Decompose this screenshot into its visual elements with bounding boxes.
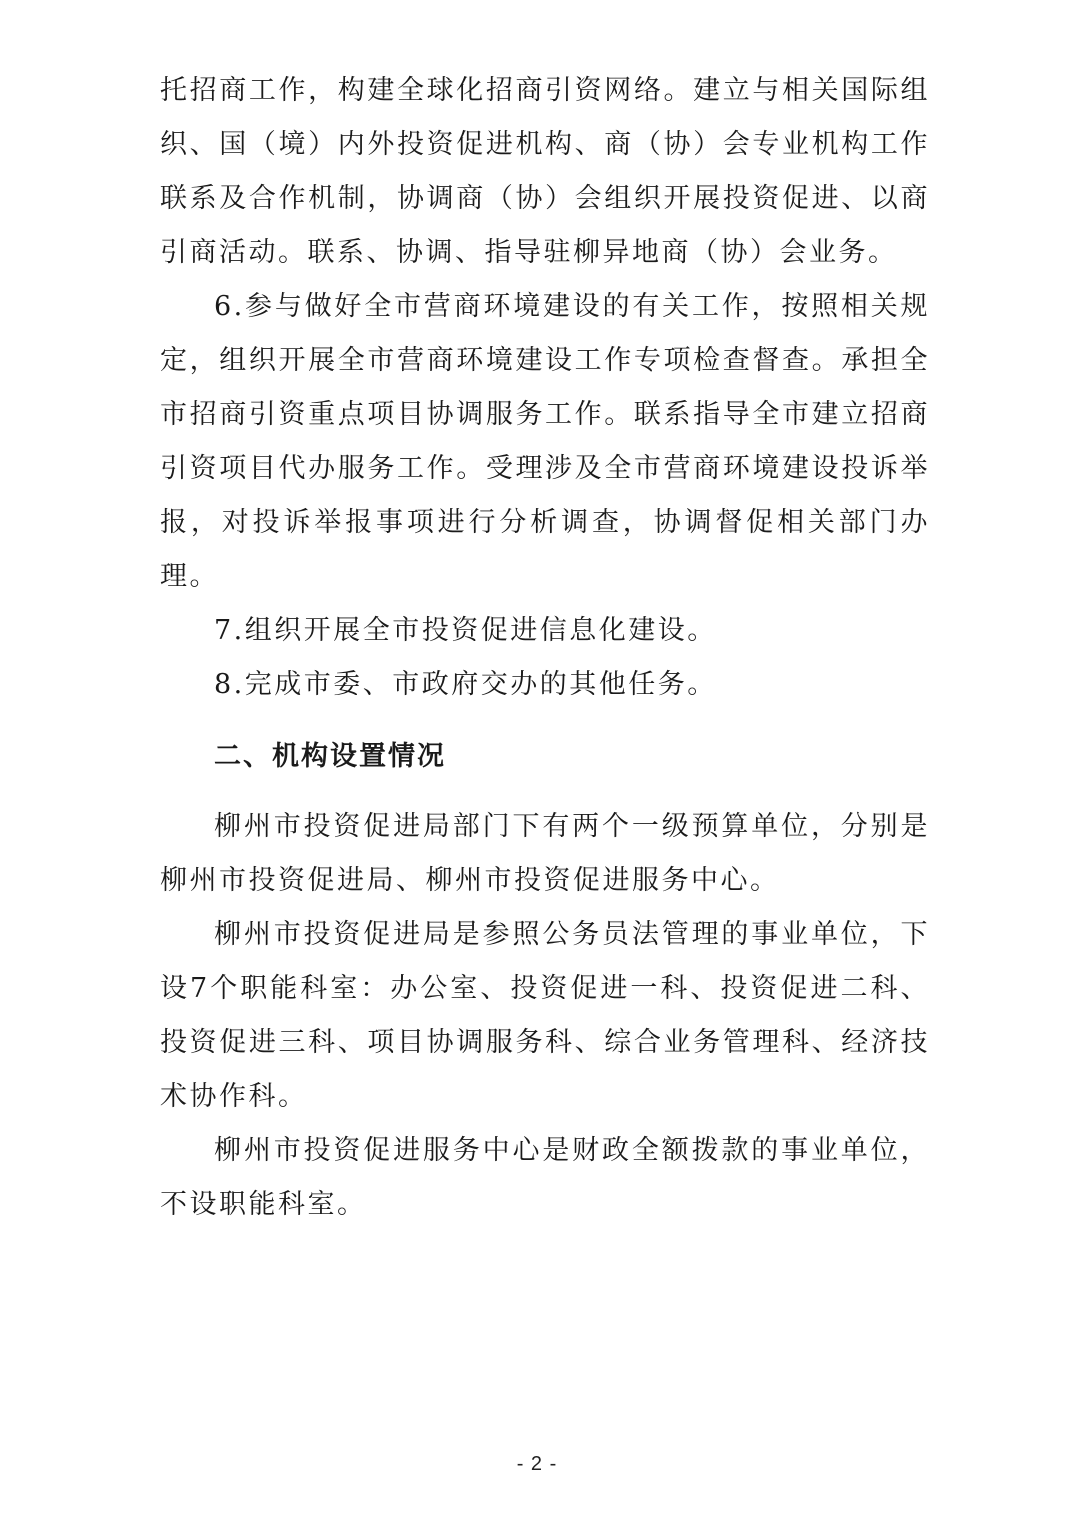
paragraph-item-6: 6.参与做好全市营商环境建设的有关工作，按照相关规定，组织开展全市营商环境建设工作专项检查督查。承担全市招商引资重点项目协调服务工作。联系指导全市建立招商引资项目代办服务工作。受理涉及全市营商环境建设投诉举报，对投诉举报事项进行分析调查，协调督促相关部门办理。 (160, 291, 930, 592)
paragraph-investment-network: 托招商工作，构建全球化招商引资网络。建立与相关国际组织、国（境）内外投资促进机构、商（协）会专业机构工作联系及合作机制，协调商（协）会组织开展投资促进、以商引商活动。联系、协调、指导驻柳异地商（协）会业务。 (160, 75, 930, 268)
paragraph-bureau-departments: 柳州市投资促进局是参照公务员法管理的事业单位，下设7个职能科室：办公室、投资促进一科、投资促进二科、投资促进三科、项目协调服务科、综合业务管理科、经济技术协作科。 (160, 919, 930, 1112)
section-heading-organization: 二、机构设置情况 (214, 741, 446, 772)
page-number: - 2 - (516, 1453, 558, 1475)
paragraph-item-7: 7.组织开展全市投资促进信息化建设。 (214, 615, 717, 646)
paragraph-service-center: 柳州市投资促进服务中心是财政全额拨款的事业单位，不设职能科室。 (160, 1135, 930, 1220)
paragraph-item-8: 8.完成市委、市政府交办的其他任务。 (214, 669, 717, 700)
paragraph-budget-units: 柳州市投资促进局部门下有两个一级预算单位，分别是柳州市投资促进局、柳州市投资促进服务中心。 (160, 811, 930, 896)
document-body (160, 64, 930, 1232)
